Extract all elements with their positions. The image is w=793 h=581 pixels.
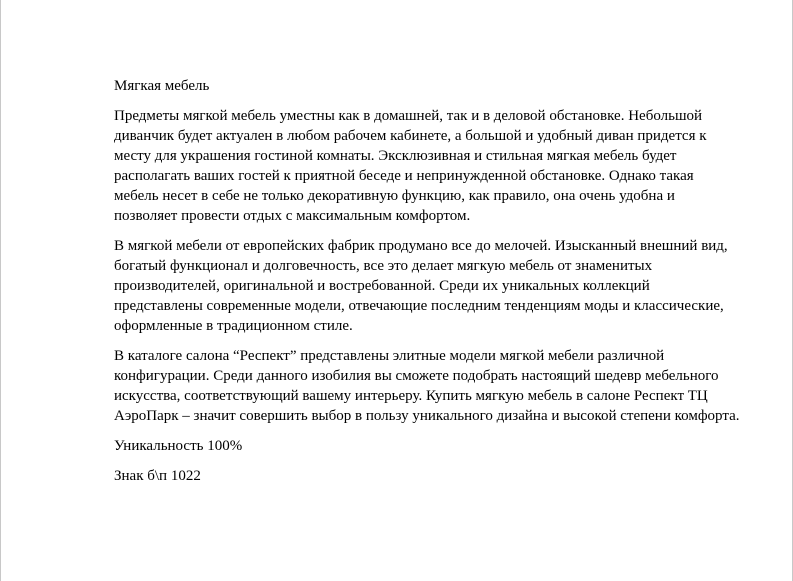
paragraph-2: В мягкой мебели от европейских фабрик продумано все до мелочей. Изысканный внешний вид, богатый функционал и долговечность, все это делает мягкую мебель от знаменитых производителей, оригинальной и востребованной. Среди их уникальных коллекций представлены современные модели, отвечающие последним тенденциям моды и классические, оформленные в традиционном стиле. — [114, 238, 728, 334]
paragraph-3: В каталоге салона “Респект” представлены элитные модели мягкой мебели различной конфигурации. Среди данного изобилия вы сможете подобрать настоящий шедевр мебельного искусства, соответствующий вашему интерьеру. Купить мягкую мебель в салоне Респект ТЦ АэроПарк – значит совершить выбор в пользу уникального дизайна и высокой степени комфорта. — [114, 348, 740, 424]
char-count-line: Знак б\п 1022 — [114, 468, 201, 484]
document-body — [114, 76, 740, 496]
document-title: Мягкая мебель — [114, 78, 210, 94]
uniqueness-line: Уникальность 100% — [114, 438, 243, 454]
paragraph-1: Предметы мягкой мебель уместны как в домашней, так и в деловой обстановке. Небольшой диванчик будет актуален в любом рабочем кабинете, а большой и удобный диван придется к месту для украшения гостиной комнаты. Эксклюзивная и стильная мягкая мебель будет располагать ваших гостей к приятной беседе и непринужденной обстановке. Однако такая мебель несет в себе не только декоративную функцию, как правило, она очень удобна и позволяет провести отдых с максимальным комфортом. — [114, 108, 707, 224]
